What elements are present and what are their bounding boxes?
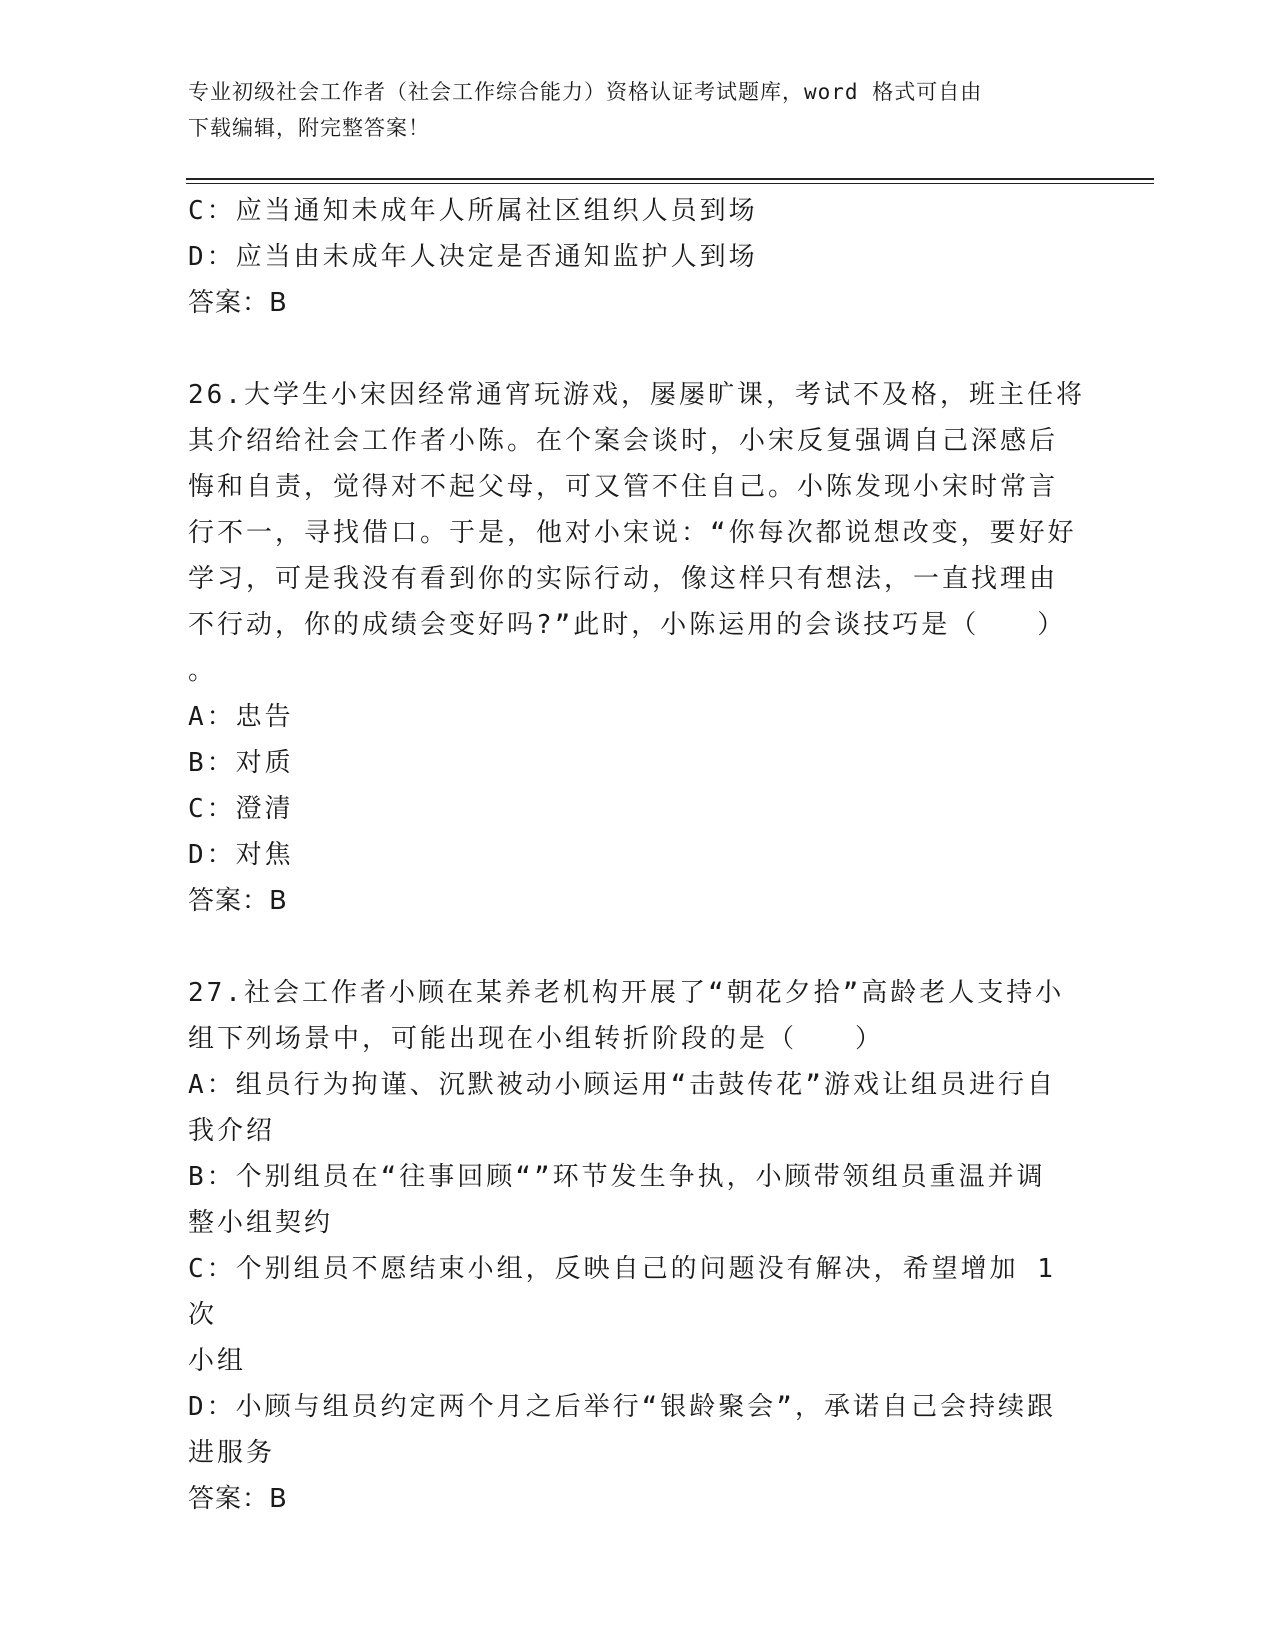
question-27 <box>188 970 1088 1522</box>
option-c-continued: 小组 <box>188 1346 247 1376</box>
header-divider-thick <box>186 178 1154 180</box>
question-text-line: 。 <box>188 656 218 686</box>
option-c: C：个别组员不愿结束小组，反映自己的问题没有解决，希望增加 1 次 <box>188 1254 1075 1330</box>
answer: 答案：B <box>188 886 288 916</box>
option-c: C：澄清 <box>188 794 294 824</box>
option-a: A：忠告 <box>188 702 294 732</box>
question-text-line: 学习，可是我没有看到你的实际行动，像这样只有想法，一直找理由 <box>188 564 1059 594</box>
question-text-line: 行不一，寻找借口。于是，他对小宋说：“你每次都说想改变，要好好 <box>188 518 1077 548</box>
question-text-line: 26.大学生小宋因经常通宵玩游戏，屡屡旷课，考试不及格，班主任将 <box>188 380 1085 410</box>
option-d: D：小顾与组员约定两个月之后举行“银龄聚会”，承诺自己会持续跟 <box>188 1392 1056 1422</box>
option-b-continued: 整小组契约 <box>188 1208 334 1238</box>
document-header <box>188 74 1068 146</box>
option-b: B：对质 <box>188 748 294 778</box>
document-body <box>188 188 1088 1522</box>
question-26 <box>188 372 1088 924</box>
question-text-line: 其介绍给社会工作者小陈。在个案会谈时，小宋反复强调自己深感后 <box>188 426 1059 456</box>
question-text-line: 组下列场景中，可能出现在小组转折阶段的是（ ） <box>188 1024 885 1054</box>
question-text-line: 悔和自责，觉得对不起父母，可又管不住自己。小陈发现小宋时常言 <box>188 472 1059 502</box>
option-a: A：组员行为拘谨、沉默被动小顾运用“击鼓传花”游戏让组员进行自 <box>188 1070 1056 1100</box>
header-line-2: 下载编辑，附完整答案！ <box>188 116 430 140</box>
header-line-1: 专业初级社会工作者（社会工作综合能力）资格认证考试题库，word 格式可自由 <box>188 80 983 104</box>
question-text-line: 不行动，你的成绩会变好吗?”此时，小陈运用的会谈技巧是（ ） <box>188 610 1067 640</box>
option-d: D：应当由未成年人决定是否通知监护人到场 <box>188 242 758 272</box>
option-c: C：应当通知未成年人所属社区组织人员到场 <box>188 196 758 226</box>
previous-question-tail <box>188 188 1088 326</box>
option-d: D：对焦 <box>188 840 294 870</box>
header-divider-thin <box>186 183 1154 184</box>
option-d-continued: 进服务 <box>188 1438 276 1468</box>
answer: 答案：B <box>188 288 288 318</box>
question-text-line: 27.社会工作者小顾在某养老机构开展了“朝花夕拾”高龄老人支持小 <box>188 978 1065 1008</box>
option-a-continued: 我介绍 <box>188 1116 276 1146</box>
answer: 答案：B <box>188 1484 288 1514</box>
option-b: B：个别组员在“往事回顾“”环节发生争执，小顾带领组员重温并调 <box>188 1162 1046 1192</box>
